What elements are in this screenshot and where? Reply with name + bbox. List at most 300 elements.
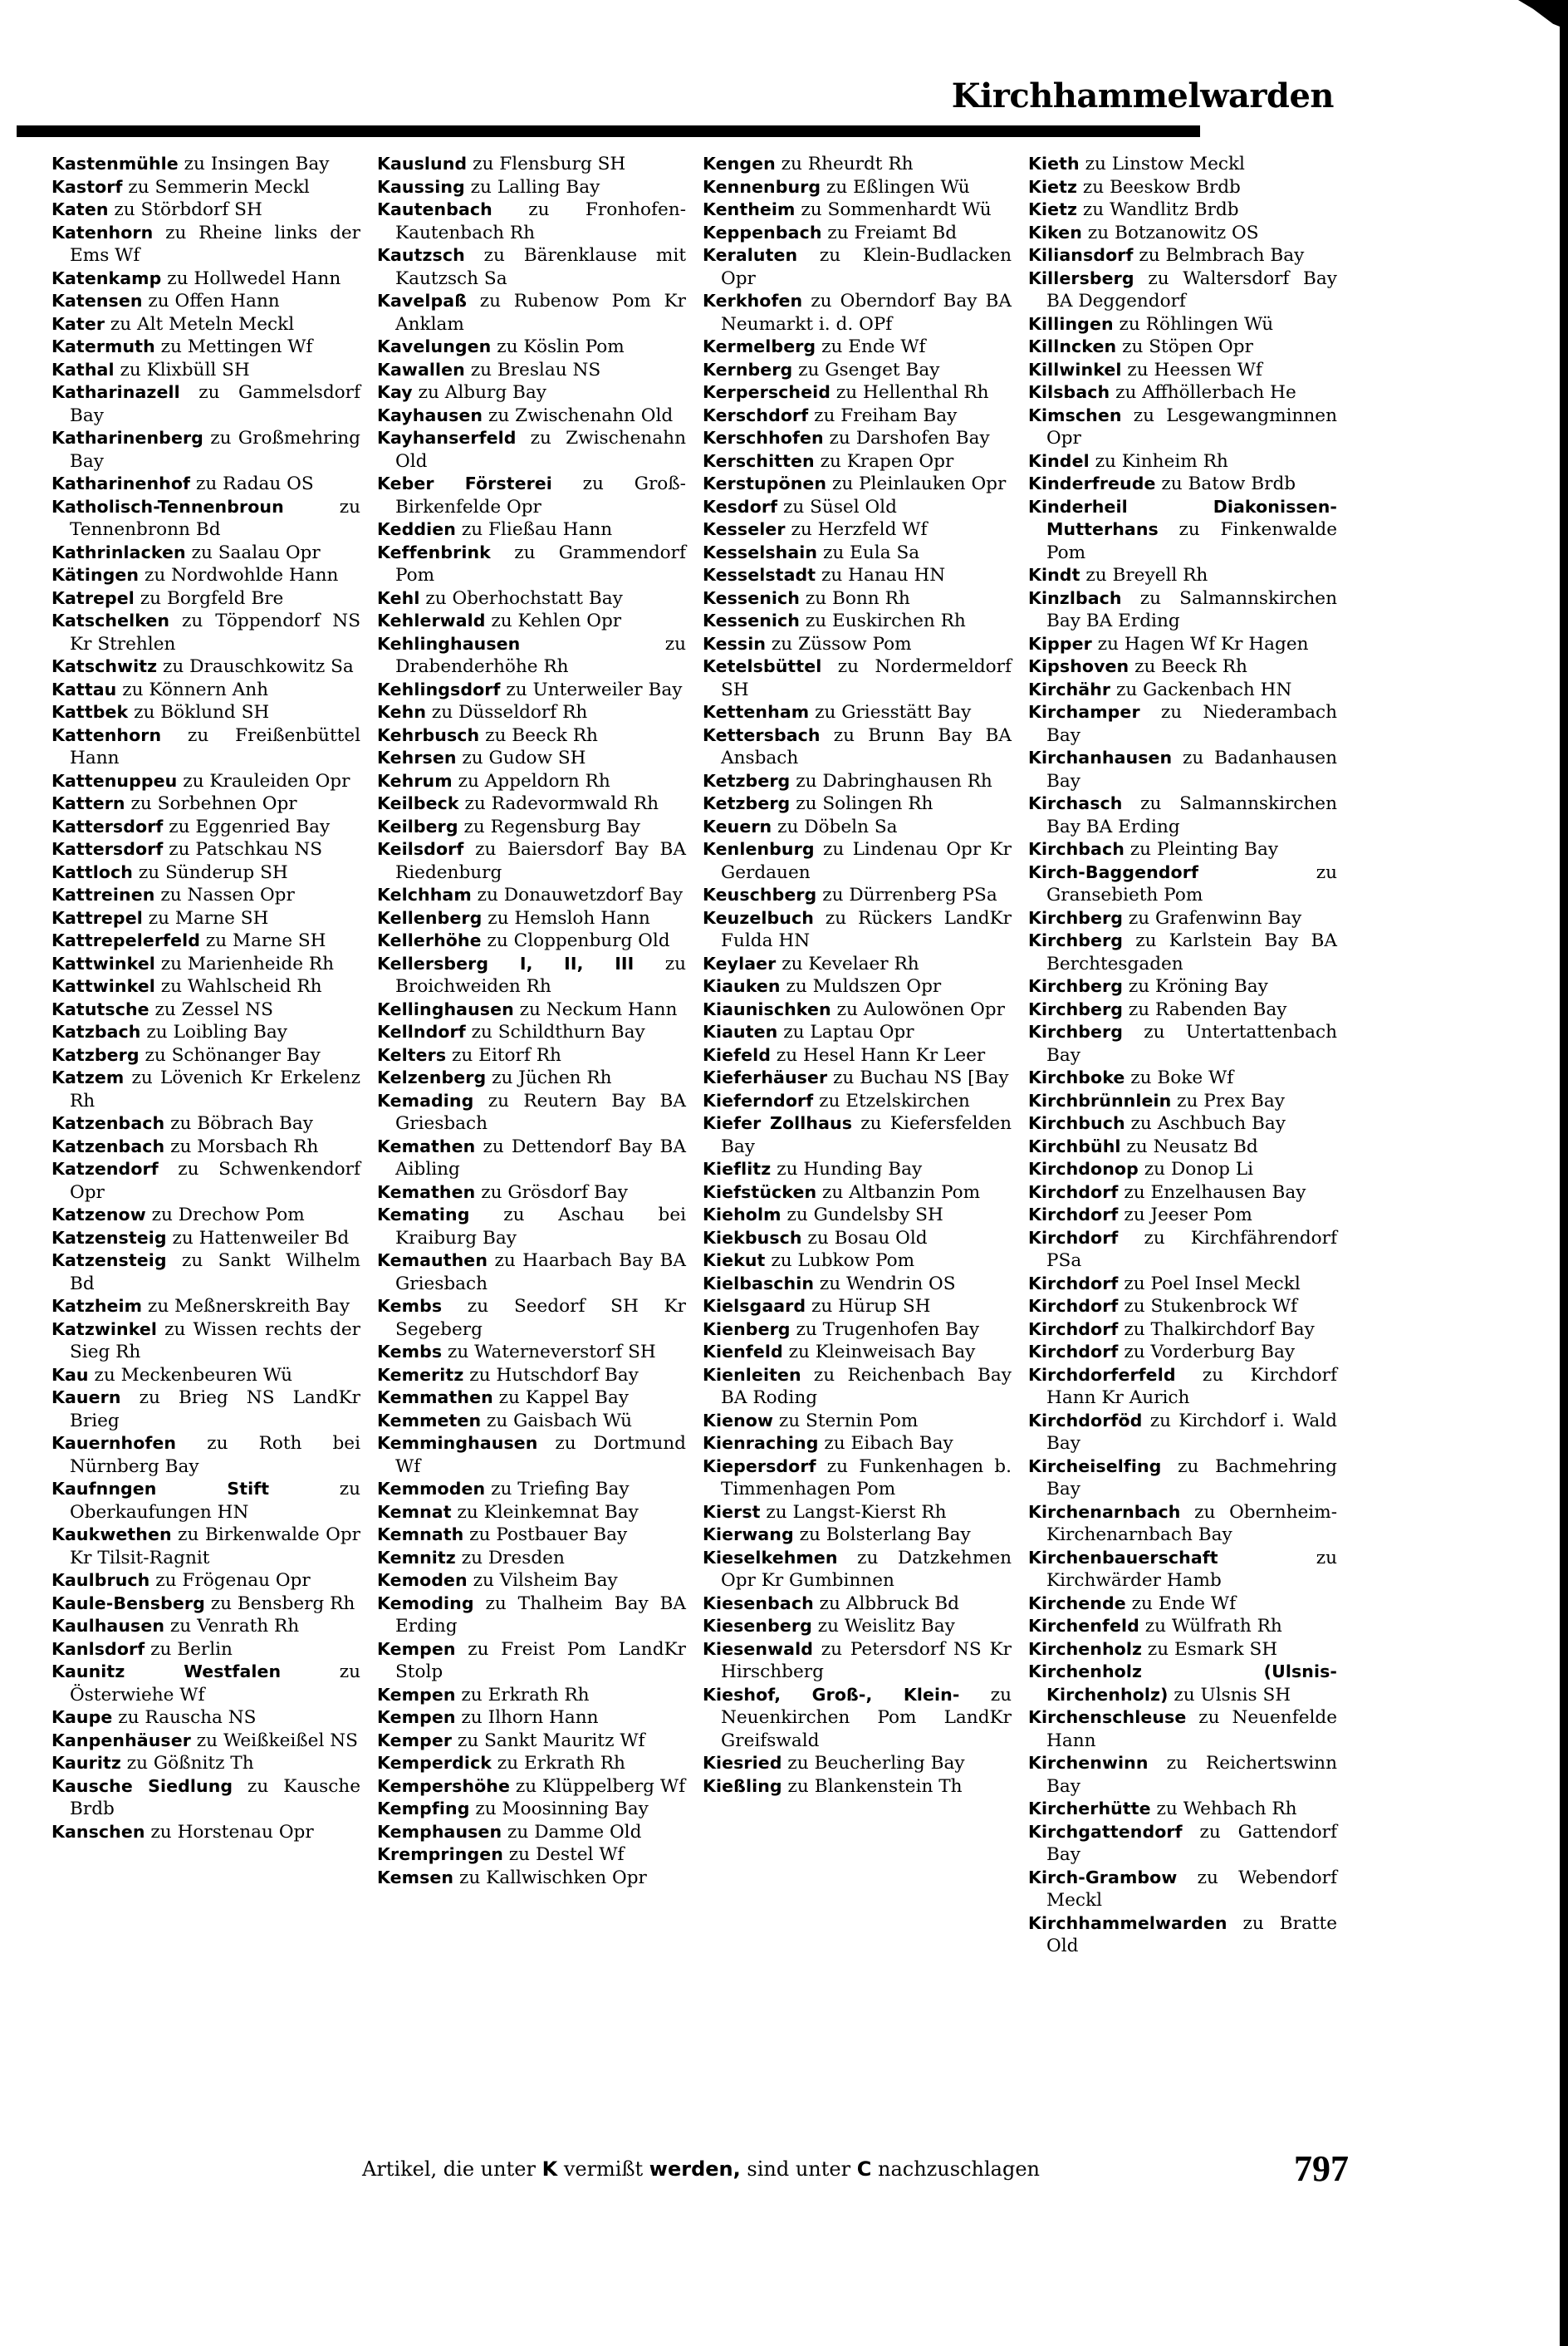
entry-parent-locality: zu Wehbach Rh — [1150, 1799, 1297, 1819]
entry-parent-locality: zu Grafenwinn Bay — [1123, 907, 1302, 929]
gazetteer-entry — [51, 907, 360, 930]
gazetteer-entry — [1028, 587, 1337, 633]
entry-parent-locality: zu Radau OS — [190, 474, 314, 494]
column-1 — [51, 153, 360, 1958]
gazetteer-entry — [703, 633, 1012, 656]
gazetteer-entry — [377, 176, 686, 199]
entry-parent-locality: zu Kirchwärder Hamb — [1046, 1547, 1337, 1591]
entry-place-name: Kindel — [1028, 450, 1090, 471]
gazetteer-entry — [51, 267, 360, 291]
entry-parent-locality: zu Vorderburg Bay — [1118, 1342, 1296, 1362]
entry-place-name: Katzendorf — [51, 1159, 159, 1179]
gazetteer-entry — [1028, 176, 1337, 199]
entry-place-name: Kirchähr — [1028, 679, 1111, 699]
entry-place-name: Kiefer Zollhaus — [703, 1113, 853, 1133]
entry-place-name: Kemmeten — [377, 1410, 482, 1431]
entry-parent-locality: zu Meßnerskreith Bay — [142, 1296, 350, 1317]
entry-place-name: Kernberg — [703, 359, 793, 380]
entry-parent-locality: zu Regensburg Bay — [458, 816, 640, 837]
entry-parent-locality: zu Bachmehring Bay — [1046, 1455, 1337, 1499]
entry-parent-locality: zu Muldszen Opr — [780, 976, 942, 997]
entry-place-name: Kätingen — [51, 565, 140, 585]
entry-parent-locality: zu Obernheim-Kirchenarnbach Bay — [1046, 1501, 1337, 1545]
entry-place-name: Kattern — [51, 793, 125, 813]
entry-place-name: Kienow — [703, 1410, 774, 1431]
gazetteer-entry — [51, 1295, 360, 1318]
gazetteer-entry — [51, 1067, 360, 1112]
gazetteer-entry — [703, 1501, 1012, 1524]
gazetteer-entry — [377, 244, 686, 290]
entry-parent-locality: zu Albbruck Bd — [813, 1593, 959, 1614]
entry-parent-locality: zu Beeck Rh — [1129, 656, 1247, 677]
gazetteer-entry — [703, 359, 1012, 382]
entry-place-name: Kaussing — [377, 176, 465, 197]
gazetteer-entry — [377, 1364, 686, 1387]
entry-parent-locality: zu Salmannskirchen Bay BA Erding — [1046, 793, 1337, 837]
entry-parent-locality: zu Euskirchen Rh — [800, 611, 966, 631]
entry-place-name: Katholisch-Tennenbroun — [51, 496, 284, 517]
entry-parent-locality: zu Ulsnis SH — [1168, 1684, 1291, 1706]
entry-parent-locality: zu Kirchdorf Hann Kr Aurich — [1046, 1364, 1337, 1408]
entry-parent-locality: zu Freißenbüttel Hann — [70, 724, 360, 768]
entry-place-name: Kembs — [377, 1342, 443, 1362]
entry-parent-locality: zu Herzfeld Wf — [785, 519, 928, 540]
entry-place-name: Kanpenhäuser — [51, 1730, 191, 1750]
entry-parent-locality: zu Kevelaer Rh — [776, 953, 919, 974]
entry-parent-locality: zu Rubenow Pom Kr Anklam — [395, 291, 686, 335]
gazetteer-entry — [377, 724, 686, 748]
entry-parent-locality: zu Weislitz Bay — [811, 1616, 955, 1637]
scan-page-edge — [1560, 0, 1568, 2346]
entry-place-name: Kawallen — [377, 359, 465, 380]
entry-parent-locality: zu Drabenderhöhe Rh — [395, 633, 686, 677]
entry-place-name: Kehl — [377, 587, 420, 608]
entry-parent-locality: zu Krauleiden Opr — [177, 770, 350, 792]
entry-place-name: Kirchberg — [1028, 976, 1124, 996]
entry-place-name: Kehlingsdorf — [377, 679, 501, 699]
entry-parent-locality: zu Erkrath Rh — [491, 1753, 625, 1774]
gazetteer-entry — [1028, 1821, 1337, 1867]
entry-parent-locality: zu Altbanzin Pom — [816, 1181, 981, 1203]
gazetteer-entry — [1028, 1615, 1337, 1638]
gazetteer-entry — [703, 1524, 1012, 1547]
entry-place-name: Killwinkel — [1028, 359, 1122, 380]
entry-place-name: Kipper — [1028, 633, 1092, 654]
entry-parent-locality: zu Reichertswinn Bay — [1046, 1753, 1337, 1797]
entry-place-name: Kirchdorf — [1028, 1296, 1119, 1316]
entry-parent-locality: zu Bensberg Rh — [204, 1593, 355, 1614]
entry-place-name: Kirchenholz — [1028, 1638, 1143, 1659]
gazetteer-entry — [703, 473, 1012, 496]
gazetteer-entry — [51, 199, 360, 222]
gazetteer-entry — [1028, 999, 1337, 1022]
entry-parent-locality: zu Kleinkemnat Bay — [451, 1501, 639, 1523]
gazetteer-entry — [377, 610, 686, 633]
entry-parent-locality: zu Hagen Wf Kr Hagen — [1091, 633, 1309, 655]
header-rule — [17, 125, 1200, 137]
entry-place-name: Katen — [51, 199, 109, 219]
entry-place-name: Kirchasch — [1028, 793, 1123, 813]
gazetteer-entry — [1028, 838, 1337, 861]
gazetteer-entry — [1028, 1318, 1337, 1342]
footer-letter-c: C — [856, 2157, 872, 2181]
entry-place-name: Kieshof, Groß-, Klein- — [703, 1684, 960, 1705]
entry-parent-locality: zu Gudow SH — [456, 748, 586, 768]
entry-place-name: Kirchanhausen — [1028, 748, 1173, 768]
entry-place-name: Kempershöhe — [377, 1775, 510, 1796]
entry-place-name: Kemoding — [377, 1593, 474, 1613]
entry-parent-locality: zu Eitorf Rh — [446, 1044, 561, 1066]
entry-parent-locality: zu Hürup SH — [806, 1296, 931, 1317]
gazetteer-entry — [51, 427, 360, 473]
entry-parent-locality: zu Pleinting Bay — [1124, 839, 1279, 860]
entry-place-name: Kesselstadt — [703, 565, 816, 585]
entry-place-name: Kauritz — [51, 1753, 121, 1773]
footer-part-bold: werden, — [649, 2157, 741, 2181]
entry-place-name: Kessenich — [703, 611, 801, 631]
gazetteer-entry — [1028, 861, 1337, 907]
gazetteer-entry — [377, 1386, 686, 1410]
entry-parent-locality: zu Rückers LandKr Fulda HN — [721, 907, 1012, 951]
entry-parent-locality: zu Kausche Brdb — [70, 1775, 360, 1819]
entry-place-name: Kirchberg — [1028, 930, 1124, 950]
gazetteer-entry — [703, 1067, 1012, 1090]
gazetteer-entry — [377, 518, 686, 542]
entry-place-name: Kielbaschin — [703, 1273, 815, 1293]
gazetteer-entry — [377, 907, 686, 930]
entry-parent-locality: zu Thalheim Bay BA Erding — [395, 1593, 686, 1637]
gazetteer-entry — [703, 405, 1012, 428]
entry-place-name: Kieferhäuser — [703, 1067, 828, 1087]
entry-parent-locality: zu Waltersdorf Bay BA Deggendorf — [1046, 267, 1337, 312]
gazetteer-entry — [1028, 1295, 1337, 1318]
entry-place-name: Kirchdorf — [1028, 1181, 1119, 1202]
entry-place-name: Kirchbuch — [1028, 1113, 1125, 1133]
footer-cross-reference-note — [362, 2157, 1040, 2181]
gazetteer-entry — [377, 473, 686, 518]
entry-parent-locality: zu Stöpen Opr — [1116, 336, 1253, 357]
entry-parent-locality: zu Webendorf Meckl — [1046, 1867, 1337, 1911]
entry-place-name: Kirch-Grambow — [1028, 1867, 1178, 1887]
column-2 — [377, 153, 686, 1958]
entry-place-name: Katschwitz — [51, 656, 158, 676]
entry-parent-locality: zu Klixbüll SH — [114, 359, 250, 380]
gazetteer-entry — [377, 1249, 686, 1295]
gazetteer-entry — [51, 1318, 360, 1364]
entry-place-name: Kemoden — [377, 1570, 468, 1590]
gazetteer-entry — [703, 975, 1012, 999]
entry-parent-locality: zu Marienheide Rh — [154, 953, 335, 974]
entry-place-name: Kaulhausen — [51, 1616, 165, 1636]
entry-parent-locality: zu Karlstein Bay BA Berchtesgaden — [1046, 930, 1337, 974]
entry-place-name: Kirchberg — [1028, 907, 1124, 928]
entry-parent-locality: zu Belmbrach Bay — [1133, 245, 1305, 266]
entry-parent-locality: zu Freiham Bay — [808, 405, 958, 426]
gazetteer-entry — [51, 222, 360, 267]
gazetteer-entry — [51, 1386, 360, 1432]
entry-parent-locality: zu Prex Bay — [1171, 1090, 1285, 1112]
entry-parent-locality: zu Weißkeißel NS — [190, 1730, 358, 1751]
gazetteer-entry — [51, 1569, 360, 1593]
entry-parent-locality: zu Solingen Rh — [790, 793, 933, 814]
gazetteer-entry — [1028, 222, 1337, 245]
entry-place-name: Kanlsdorf — [51, 1638, 145, 1659]
entry-place-name: Kelchham — [377, 885, 472, 905]
gazetteer-entry — [703, 1044, 1012, 1067]
entry-parent-locality: zu Oberhochstatt Bay — [419, 587, 623, 609]
entry-place-name: Kirchbrünnlein — [1028, 1090, 1172, 1111]
entry-place-name: Kienfeld — [703, 1342, 783, 1362]
entry-parent-locality: zu Funkenhagen b. Timmenhagen Pom — [721, 1455, 1012, 1499]
entry-parent-locality: zu Hesel Hann Kr Leer — [771, 1044, 986, 1066]
entry-place-name: Kienraching — [703, 1433, 819, 1453]
gazetteer-entry — [51, 290, 360, 313]
entry-place-name: Kieflitz — [703, 1159, 772, 1179]
gazetteer-entry — [377, 838, 686, 884]
gazetteer-entry — [1028, 1341, 1337, 1364]
entry-place-name: Kausche Siedlung — [51, 1775, 233, 1796]
page-number: 797 — [1294, 2148, 1349, 2189]
gazetteer-entry — [703, 1432, 1012, 1455]
entry-parent-locality: zu Aschau bei Kraiburg Bay — [395, 1205, 686, 1249]
entry-place-name: Kinderfreude — [1028, 474, 1156, 493]
gazetteer-entry — [703, 1364, 1012, 1410]
gazetteer-entry — [377, 427, 686, 473]
gazetteer-entry — [703, 542, 1012, 565]
gazetteer-entry — [703, 999, 1012, 1022]
gazetteer-entry — [377, 1730, 686, 1753]
entry-place-name: Kirchamper — [1028, 702, 1140, 722]
entry-place-name: Kesseler — [703, 519, 786, 539]
gazetteer-entry — [51, 679, 360, 702]
entry-place-name: Kattrepelerfeld — [51, 930, 200, 950]
entry-place-name: Katzwinkel — [51, 1318, 158, 1339]
entry-parent-locality: zu Waterneverstorf SH — [442, 1342, 656, 1362]
gazetteer-entry — [51, 770, 360, 793]
entry-parent-locality: zu Sommenhardt Wü — [795, 199, 992, 220]
entry-parent-locality: zu Birkenwalde Opr Kr Tilsit-Ragnit — [70, 1524, 360, 1568]
entry-place-name: Kirchenholz (Ulsnis-Kirchenholz) — [1028, 1661, 1337, 1705]
entry-place-name: Keilsdorf — [377, 839, 464, 859]
entry-place-name: Kierst — [703, 1501, 761, 1522]
entry-place-name: Kellerhöhe — [377, 930, 482, 950]
gazetteer-entry — [377, 1867, 686, 1890]
entry-parent-locality: zu Salmannskirchen Bay BA Erding — [1046, 587, 1337, 631]
gazetteer-entry — [51, 1478, 360, 1524]
entry-place-name: Kehrbusch — [377, 724, 480, 745]
entry-parent-locality: zu Bolsterlang Bay — [793, 1524, 971, 1545]
gazetteer-entry — [703, 199, 1012, 222]
gazetteer-entry — [51, 1364, 360, 1387]
gazetteer-entry — [1028, 1021, 1337, 1067]
gazetteer-entry — [703, 1455, 1012, 1501]
entry-place-name: Killersberg — [1028, 267, 1134, 288]
entry-parent-locality: zu Roth bei Nürnberg Bay — [70, 1433, 360, 1477]
entry-parent-locality: zu Insingen Bay — [178, 154, 330, 174]
entry-parent-locality: zu Alt Meteln Meckl — [105, 313, 295, 335]
entry-place-name: Kirchdorf — [1028, 1318, 1119, 1339]
gazetteer-entry — [377, 199, 686, 244]
entry-parent-locality: zu Griesstätt Bay — [809, 702, 972, 723]
entry-place-name: Kemathen — [377, 1136, 476, 1156]
entry-parent-locality: zu Dortmund Wf — [395, 1433, 686, 1477]
entry-place-name: Kirchbühl — [1028, 1136, 1121, 1156]
gazetteer-entry — [51, 1021, 360, 1044]
entry-parent-locality: zu Gaisbach Wü — [481, 1410, 633, 1431]
gazetteer-entry — [703, 1204, 1012, 1227]
entry-place-name: Kattwinkel — [51, 953, 155, 974]
gazetteer-entry — [703, 1775, 1012, 1799]
gazetteer-entry — [377, 1593, 686, 1638]
entry-parent-locality: zu Bosau Old — [801, 1227, 928, 1249]
entry-parent-locality: zu Grösdorf Bay — [475, 1181, 628, 1203]
gazetteer-entry — [51, 884, 360, 907]
gazetteer-entry — [1028, 473, 1337, 496]
entry-place-name: Keddien — [377, 519, 457, 539]
entry-parent-locality: zu Reichenbach Bay BA Roding — [721, 1364, 1012, 1408]
gazetteer-entry — [377, 1067, 686, 1090]
entry-parent-locality: zu Neuenfelde Hann — [1046, 1707, 1337, 1751]
entry-place-name: Kauslund — [377, 154, 468, 174]
gazetteer-entry — [703, 450, 1012, 474]
entry-place-name: Kautenbach — [377, 199, 492, 219]
entry-place-name: Kettersbach — [703, 724, 821, 745]
gazetteer-entry — [51, 336, 360, 359]
entry-parent-locality: zu Böbrach Bay — [164, 1113, 313, 1134]
entry-place-name: Kattreinen — [51, 885, 155, 905]
gazetteer-entry — [703, 816, 1012, 839]
entry-parent-locality: zu Hunding Bay — [771, 1159, 923, 1180]
entry-parent-locality: zu Eggenried Bay — [163, 816, 331, 837]
entry-place-name: Kirchboke — [1028, 1067, 1125, 1087]
gazetteer-entry — [377, 336, 686, 359]
gazetteer-entry — [1028, 1136, 1337, 1159]
entry-place-name: Kayhanserfeld — [377, 428, 517, 448]
gazetteer-entry — [1028, 1547, 1337, 1593]
entry-place-name: Kemating — [377, 1205, 470, 1225]
footer-letter-k: K — [541, 2157, 558, 2181]
gazetteer-entry — [1028, 1227, 1337, 1273]
entry-parent-locality: zu Dabringhausen Rh — [790, 770, 992, 792]
entry-parent-locality: zu Esmark SH — [1142, 1638, 1278, 1660]
entry-place-name: Kirchbach — [1028, 839, 1125, 859]
entry-parent-locality: zu Aschbuch Bay — [1125, 1113, 1286, 1134]
entry-parent-locality: zu Kinheim Rh — [1089, 450, 1228, 472]
entry-parent-locality: zu Jeeser Pom — [1118, 1205, 1252, 1225]
entry-place-name: Kiesenwald — [703, 1638, 813, 1659]
entry-place-name: Keraluten — [703, 245, 798, 265]
entry-place-name: Kaufnngen Stift — [51, 1479, 270, 1499]
entry-parent-locality: zu Bonn Rh — [800, 587, 910, 609]
entry-place-name: Ketzberg — [703, 793, 791, 813]
entry-place-name: Kengen — [703, 154, 776, 174]
entry-parent-locality: zu Neckum Hann — [513, 999, 678, 1020]
gazetteer-entry — [51, 1044, 360, 1067]
gazetteer-entry — [703, 1021, 1012, 1044]
gazetteer-entry — [377, 290, 686, 336]
gazetteer-entry — [51, 1204, 360, 1227]
gazetteer-entry — [703, 1341, 1012, 1364]
entry-parent-locality: zu Kiefersfelden Bay — [721, 1113, 1012, 1157]
entry-place-name: Kettenham — [703, 702, 810, 722]
entry-place-name: Kienleiten — [703, 1364, 801, 1385]
gazetteer-entry — [703, 427, 1012, 450]
entry-place-name: Kietz — [1028, 176, 1078, 197]
entry-place-name: Kattwinkel — [51, 976, 155, 996]
gazetteer-entry — [1028, 679, 1337, 702]
gazetteer-entry — [703, 587, 1012, 611]
entry-place-name: Kaulbruch — [51, 1570, 150, 1590]
gazetteer-entry — [1028, 930, 1337, 975]
entry-parent-locality: zu Sankt Wilhelm Bd — [70, 1250, 360, 1294]
entry-parent-locality: zu Venrath Rh — [164, 1616, 300, 1637]
entry-parent-locality: zu Breyell Rh — [1080, 565, 1208, 586]
entry-parent-locality: zu Kallwischken Opr — [453, 1867, 647, 1888]
gazetteer-entry — [51, 542, 360, 565]
entry-parent-locality: zu Töppendorf NS Kr Strehlen — [70, 611, 360, 655]
gazetteer-entry — [1028, 496, 1337, 565]
gazetteer-entry — [377, 1410, 686, 1433]
entry-parent-locality: zu Böklund SH — [128, 702, 270, 723]
entry-parent-locality: zu Dettendorf Bay BA Aibling — [395, 1136, 686, 1180]
running-head: Kirchhammelwarden — [951, 76, 1334, 115]
gazetteer-entry — [51, 381, 360, 427]
gazetteer-entry — [51, 587, 360, 611]
gazetteer-entry — [1028, 975, 1337, 999]
entry-parent-locality: zu Gsenget Bay — [792, 359, 940, 380]
gazetteer-entry — [1028, 153, 1337, 176]
entry-place-name: Kiefstücken — [703, 1181, 817, 1202]
entry-place-name: Kinderheil Diakonissen-Mutterhans — [1028, 496, 1337, 539]
gazetteer-entry — [377, 153, 686, 176]
entry-place-name: Kerschdorf — [703, 405, 809, 425]
gazetteer-entry — [703, 1295, 1012, 1318]
gazetteer-entry — [1028, 655, 1337, 679]
entry-place-name: Katharinenhof — [51, 474, 191, 493]
entry-place-name: Kiekbusch — [703, 1227, 802, 1248]
gazetteer-entry — [51, 496, 360, 542]
entry-place-name: Katermuth — [51, 336, 155, 356]
entry-parent-locality: zu Frögenau Opr — [149, 1570, 311, 1591]
gazetteer-entry — [703, 610, 1012, 633]
entry-place-name: Kellersberg I, II, III — [377, 953, 635, 974]
gazetteer-entry — [703, 518, 1012, 542]
entry-place-name: Kauernhofen — [51, 1433, 177, 1453]
gazetteer-entry — [703, 1181, 1012, 1205]
gazetteer-entry — [703, 724, 1012, 770]
entry-place-name: Katzensteig — [51, 1227, 167, 1248]
gazetteer-entry — [51, 1706, 360, 1730]
gazetteer-entry — [51, 1158, 360, 1204]
gazetteer-entry — [51, 473, 360, 496]
gazetteer-entry — [377, 1181, 686, 1205]
gazetteer-entry — [377, 381, 686, 405]
gazetteer-entry — [377, 1204, 686, 1249]
gazetteer-entry — [377, 1044, 686, 1067]
entry-parent-locality: zu Eibach Bay — [818, 1433, 953, 1454]
gazetteer-entry — [51, 1730, 360, 1753]
entry-place-name: Kirchhammelwarden — [1028, 1912, 1227, 1933]
gazetteer-entry — [703, 884, 1012, 907]
gazetteer-entry — [1028, 199, 1337, 222]
gazetteer-entry — [51, 1227, 360, 1250]
gazetteer-entry — [51, 1615, 360, 1638]
entry-place-name: Kirchenschleuse — [1028, 1707, 1187, 1727]
gazetteer-entry — [703, 1249, 1012, 1273]
entry-place-name: Kanschen — [51, 1821, 145, 1842]
gazetteer-entry — [1028, 1752, 1337, 1798]
gazetteer-entry — [51, 1752, 360, 1775]
